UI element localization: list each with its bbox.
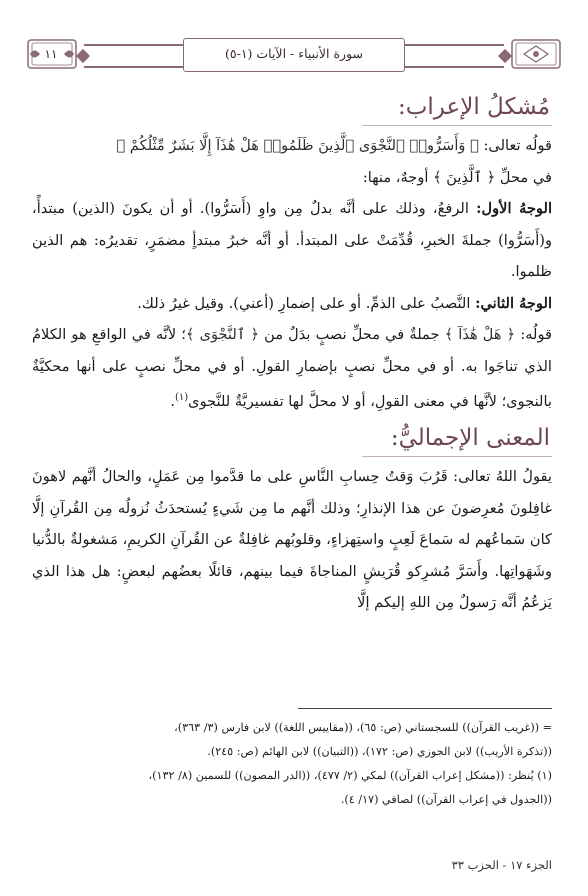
wajh1-label: الوجهُ الأول:	[476, 200, 552, 217]
section-heading-ijmali: المعنى الإجماليُّ:	[390, 425, 550, 452]
running-header	[26, 38, 562, 70]
mahal-line: في محلِّ ﴿ ٱلَّذِينَ ﴾ أوجهٌ، منها:	[362, 168, 552, 186]
footnote-line: ((تذكرة الأريب)) لابن الجوزي (ص: ١٧٢)، ((التبيان)) لابن الهائم (ص: ٢٤٥).	[207, 745, 552, 758]
wajh1-paragraph	[32, 193, 552, 288]
qawluhu-prefix: قولُه:	[520, 326, 552, 343]
wajh2-text: النَّصبُ على الذمِّ. أو على إضمارِ (أعني). وقيل غيرُ ذلك.	[137, 294, 471, 312]
right-ornament-icon	[510, 38, 562, 70]
footnote-line: ((الجدول في إعراب القرآن)) لصافي (١٧/ ٤).	[340, 793, 552, 806]
verse-paragraph	[32, 130, 552, 162]
qawluhu-paragraph	[32, 319, 552, 417]
qawluhu-mid: جملةٌ في محلِّ نصبٍ بدَلٌ من	[264, 326, 440, 343]
verse-intro: قولُه تعالى:	[483, 137, 552, 154]
verse-text: ﴿ وَأَسَرُّوا۟ ٱلنَّجْوَى ٱلَّذِينَ ظَلَمُوا۟ هَلْ هَٰذَآ إِلَّا بَشَرٌ مِّثْلُكُمْ ﴾	[116, 137, 479, 154]
wajh2-paragraph	[32, 288, 552, 320]
qawluhu-end: .	[170, 392, 175, 410]
wajh2-label: الوجهُ الثاني:	[475, 294, 552, 312]
header-title: سورة الأنبياء - الآيات (١-٥)	[224, 46, 364, 61]
ijmali-paragraph: يقولُ اللهُ تعالى: قَرُبَ وَقتُ حِسابِ النَّاسِ على ما قدَّموا مِن عَمَلٍ، والحالُ أنَّهم لاهونَ غافِلونَ مُعرِضونَ عن هذا الإنذارِ؛ وذلك أنَّهم ما مِن شَيءٍ يُستحدَثُ نُزولُه مِن القُرآنِ إلَّا كان سَماعُهم له سَماعَ لَعِبٍ واستِهزاءٍ، وقلوبُهم غافِلةٌ عن القُرآنِ الكريمِ، مَشغولةٌ بالدُّنيا وشَهَواتِها. وأَسَرَّ مُشرِكو قُرَيشٍ المناجاةَ فيما بينهم، قائلًا بعضُهم لبعضٍ: هل هذا الذي يَزعُمُ أنَّه رَسولٌ مِن اللهِ إليكم إلَّا	[32, 468, 552, 612]
footnote-line: (١) يُنظر: ((مشكل إعراب القرآن)) لمكي (٢/ ٤٧٧)، ((الدر المصون)) للسمين (٨/ ١٣٢)،	[148, 769, 552, 782]
footnote-divider	[298, 708, 552, 709]
footnote-ref[interactable]: (١)	[174, 392, 189, 403]
section-heading-irab: مُشكلُ الإعراب:	[398, 94, 550, 120]
footnotes	[30, 716, 552, 812]
verse-hal-hadha: ﴿ هَلْ هَٰذَآ ﴾	[444, 326, 516, 343]
verse-najwa: ﴿ ٱلنَّجْوَى ﴾	[185, 326, 260, 343]
wajh1-text: الرفعُ، وذلك على أنَّه بدلٌ مِن واوِ (أَسَرُّوا). أو أن يكونَ (الذين) مبتدأً، و(أَسَرُّوا) جملةَ الخبرِ، قُدِّمَتْ على المبتدأ. أو أنَّه خبرُ مبتدأٍ مضمَرٍ، تقديرُه: هم الذين ظلموا.	[32, 200, 552, 280]
page-footer: الجزء ١٧ - الحزب ٣٣	[451, 858, 552, 872]
page-number: ١١	[44, 47, 58, 61]
qawluhu-rest: ؛ لأنَّه في الواقعِ هو الكلامُ الذي تناجَوا به. أو في محلِّ نصبٍ بإضمارِ القولِ. أو في محلِّ نصبٍ على أنها محكيَّةٌ بالنجوى؛ لأنَّها في معنى القولِ، أو لا محلَّ لها تفسيريَّةٌ للنَّجوى	[32, 326, 552, 410]
header-title-box	[183, 38, 405, 72]
heading-underline	[362, 456, 552, 457]
heading-underline	[362, 125, 552, 126]
footnote-line: = ((غريب القرآن)) للسجستاني (ص: ٦٥)، ((مقاييس اللغة)) لابن فارس (٣/ ٣٦٣)،	[174, 721, 552, 734]
